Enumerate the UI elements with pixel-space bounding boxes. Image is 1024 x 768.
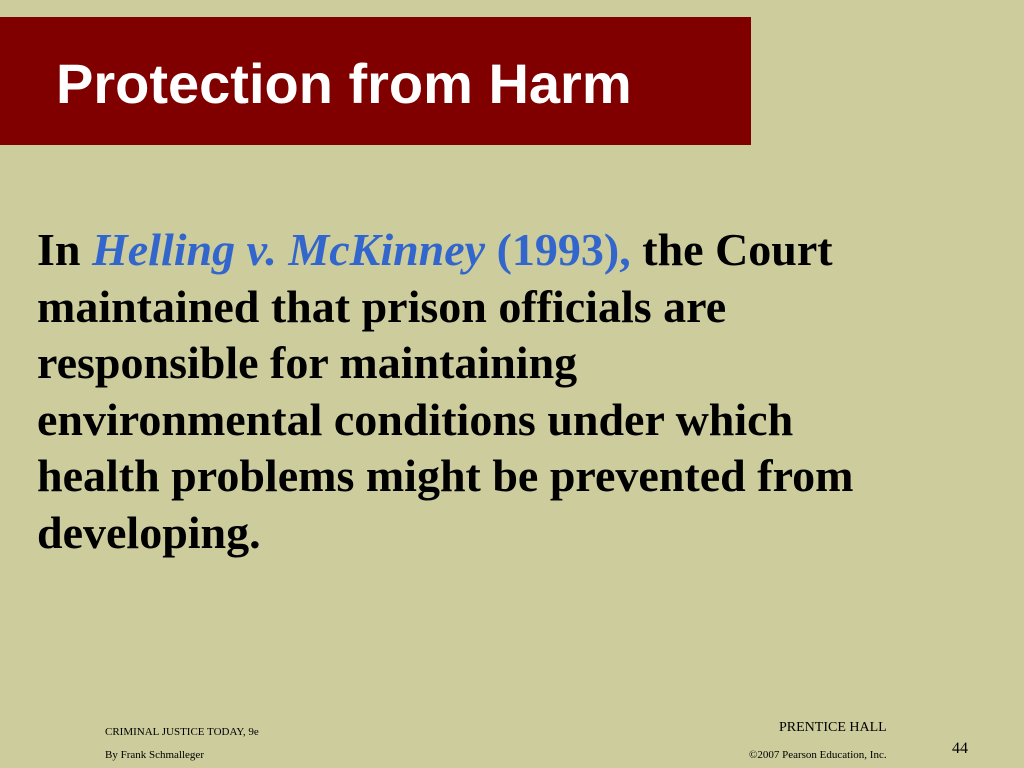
slide-page-number: 44 (952, 740, 968, 757)
body-line-3: responsible for maintaining (37, 337, 578, 388)
body-line-6: developing. (37, 506, 261, 558)
footer-copyright: ©2007 Pearson Education, Inc. (749, 749, 887, 761)
slide-body (37, 222, 1012, 561)
case-name: Helling v. McKinney (91, 224, 486, 275)
footer-author: By Frank Schmalleger (105, 749, 204, 761)
slide-title: Protection from Harm (56, 52, 632, 115)
body-intro: In (37, 224, 81, 275)
body-line-1-rest: the Court (642, 224, 833, 275)
body-line-4: environmental conditions under which (37, 393, 794, 445)
body-line-5: health problems might be prevented from (37, 450, 854, 501)
footer-publisher: PRENTICE HALL (779, 720, 887, 735)
footer-book-title: CRIMINAL JUSTICE TODAY, 9e (105, 726, 259, 738)
case-year: (1993), (496, 224, 631, 275)
body-line-2: maintained that prison officials are (37, 280, 727, 332)
